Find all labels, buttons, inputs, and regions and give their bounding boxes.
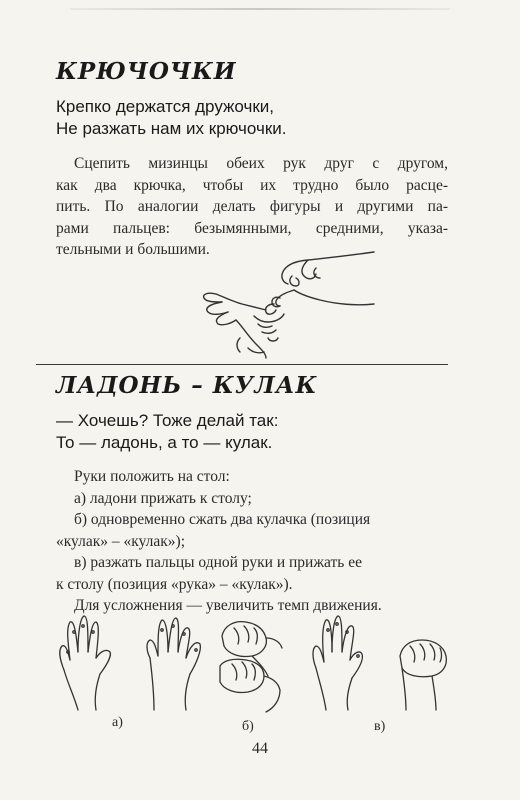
poem-line: Не разжать нам их крючочки. — [56, 119, 287, 138]
caption-c: в) — [374, 719, 386, 734]
text-line: к столу (позиция «рука» – «кулак»). — [56, 575, 293, 593]
section1-poem — [56, 96, 286, 140]
two-open-palms-illustration — [54, 612, 204, 714]
poem-line: — Хочешь? Тоже делай так: — [56, 411, 279, 430]
poem-line: Крепко держатся дружочки, — [56, 97, 274, 116]
text-line: тельными и большими. — [56, 241, 210, 258]
poem-line: То — ладонь, а то — кулак. — [56, 433, 273, 452]
text-line: «кулак» – «кулак»); — [56, 532, 186, 550]
caption-b: б) — [242, 719, 254, 734]
text-line: в) разжать пальцы одной руки и прижать ее — [74, 554, 363, 571]
hooked-fingers-illustration — [196, 246, 376, 358]
page-number: 44 — [252, 740, 268, 757]
text-line: а) ладони прижать к столу; — [74, 489, 252, 507]
top-edge-shadow — [70, 8, 450, 10]
caption-a: а) — [112, 715, 123, 730]
text-line: как два крючка, чтобы их трудно было расце- — [56, 176, 448, 194]
section2-instructions — [56, 466, 448, 617]
section1-instructions — [56, 153, 448, 261]
text-line: Руки положить на стол: — [74, 468, 230, 485]
section-divider — [36, 364, 448, 365]
text-line: Для усложнения — увеличить темп движения. — [74, 597, 382, 614]
section2-title: ЛАДОНЬ – КУЛАК — [56, 372, 318, 399]
section2-poem — [56, 410, 278, 454]
palm-and-fist-illustration — [312, 612, 452, 714]
text-line: Сцепить мизинцы обеих рук друг с другом, — [74, 155, 448, 172]
text-line: рами пальцев: безымянными, средними, указа- — [56, 219, 448, 237]
text-line: б) одновременно сжать два кулачка (позиция — [74, 511, 371, 528]
section1-title: КРЮЧОЧКИ — [56, 58, 237, 85]
text-line: пить. По аналогии делать фигуры и другими па- — [56, 198, 448, 215]
two-fists-illustration — [214, 616, 290, 712]
